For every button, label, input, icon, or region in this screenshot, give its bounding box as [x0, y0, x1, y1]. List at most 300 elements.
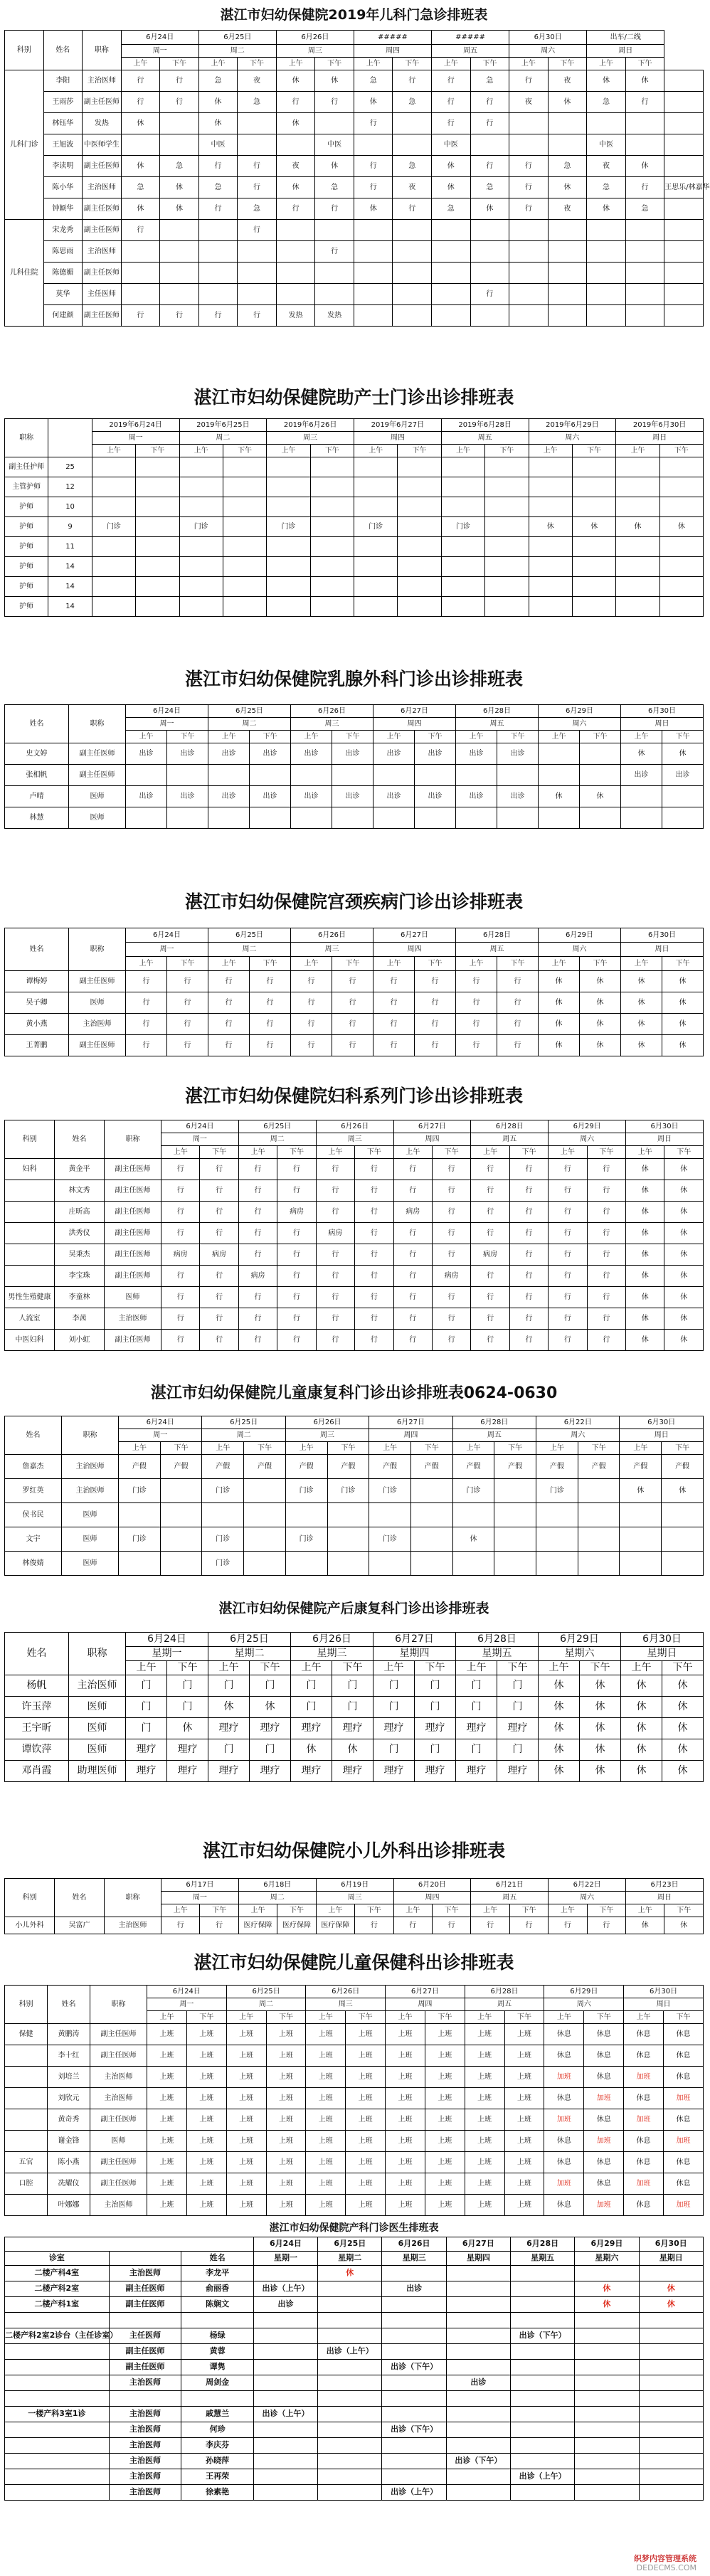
date-header: 6月30日 — [621, 928, 704, 943]
schedule-cell: 副主任医师 — [105, 1266, 161, 1287]
schedule-cell: 休 — [548, 92, 587, 113]
schedule-cell: 俞丽香 — [181, 2281, 254, 2296]
schedule-cell: 行 — [471, 1308, 509, 1330]
table-row — [5, 1014, 704, 1035]
schedule-cell — [497, 765, 539, 786]
schedule-cell — [509, 220, 549, 241]
schedule-cell: 杨绿 — [181, 2328, 254, 2343]
schedule-cell — [276, 134, 315, 156]
schedule-cell — [253, 2375, 317, 2390]
schedule-cell: 护师 — [5, 557, 48, 577]
schedule-cell — [494, 1527, 536, 1552]
schedule-cell — [223, 457, 266, 477]
ampm-header: 下午 — [315, 58, 354, 70]
schedule-cell: 行 — [355, 1266, 393, 1287]
schedule-cell: 行 — [471, 1202, 509, 1223]
ampm-header: 下午 — [587, 1904, 625, 1917]
schedule-cell: 休息 — [544, 2131, 584, 2152]
schedule-cell — [536, 1552, 578, 1576]
schedule-cell: 门诊 — [536, 1479, 578, 1503]
schedule-cell: 林钰华 — [43, 113, 83, 134]
schedule-cell: 副主任护师 — [5, 457, 48, 477]
schedule-cell — [432, 305, 471, 327]
schedule-cell — [244, 1552, 286, 1576]
schedule-cell — [318, 2437, 382, 2453]
schedule-cell — [398, 557, 441, 577]
schedule-cell: 上班 — [386, 2109, 425, 2131]
schedule-cell: 休 — [167, 1718, 208, 1739]
schedule-cell: 休息 — [584, 2067, 624, 2088]
schedule-cell: 行 — [509, 1266, 548, 1287]
schedule-cell — [639, 2359, 703, 2375]
schedule-cell — [664, 156, 704, 177]
schedule-cell: 上班 — [186, 2173, 226, 2195]
schedule-cell — [253, 2484, 317, 2500]
table-row — [5, 2109, 704, 2131]
weekday-header: 周二 — [208, 943, 291, 957]
schedule-cell — [456, 765, 497, 786]
schedule-cell: 行 — [161, 1180, 200, 1202]
schedule-cell: 副主任医师 — [105, 1223, 161, 1244]
table-row — [5, 743, 704, 765]
schedule-cell: 行 — [200, 1159, 238, 1180]
schedule-cell: 副主任医师 — [105, 1180, 161, 1202]
schedule-cell — [639, 2453, 703, 2469]
schedule-cell: 休 — [572, 517, 615, 537]
table-row — [5, 1552, 704, 1576]
schedule-cell: 行 — [238, 156, 277, 177]
weekday-header: 周一 — [119, 1429, 202, 1442]
date-header: 6月24日 — [161, 1120, 239, 1133]
column-header: 职称 — [62, 1416, 119, 1455]
schedule-cell: 黄奇秀 — [48, 2109, 90, 2131]
table-row — [5, 1879, 704, 1892]
date-header: 6月27日 — [373, 1633, 456, 1647]
schedule-cell: 休 — [626, 1159, 664, 1180]
schedule-cell: 休 — [432, 177, 471, 198]
schedule-cell — [393, 284, 432, 305]
schedule-cell: 理疗 — [291, 1718, 332, 1739]
schedule-cell: 行 — [471, 1330, 509, 1351]
schedule-cell — [446, 2296, 510, 2312]
schedule-cell — [575, 2422, 639, 2437]
table-row — [5, 432, 704, 445]
schedule-cell: 加班 — [544, 2067, 584, 2088]
schedule-cell: 休 — [664, 1244, 704, 1266]
schedule-cell — [310, 577, 354, 597]
ampm-header: 上午 — [306, 2011, 346, 2024]
schedule-cell: 休 — [664, 1330, 704, 1351]
schedule-cell: 理疗 — [415, 1718, 456, 1739]
ampm-header: 上午 — [179, 445, 223, 457]
schedule-cell: 副主任医师 — [90, 2045, 147, 2067]
table-row — [5, 2173, 704, 2195]
pediatric-surgery-schedule — [4, 1824, 704, 1941]
date-header: 6月17日 — [161, 1879, 239, 1892]
ampm-header: 上午 — [441, 445, 484, 457]
column-header: 姓名 — [55, 1120, 105, 1159]
schedule-cell — [625, 241, 664, 263]
schedule-cell: 冼耀仪 — [48, 2173, 90, 2195]
schedule-cell: 上班 — [425, 2195, 465, 2216]
schedule-cell — [179, 597, 223, 617]
date-header: 6月26日 — [291, 1633, 373, 1647]
ampm-header: 上午 — [147, 2011, 187, 2024]
schedule-cell: 出诊 — [497, 743, 539, 765]
weekday-header: 周日 — [616, 432, 704, 445]
schedule-cell: 行 — [355, 1330, 393, 1351]
schedule-cell: 谭梅婷 — [5, 971, 69, 992]
schedule-cell — [575, 2484, 639, 2500]
schedule-cell: 一楼产科3室1诊 — [5, 2406, 110, 2422]
schedule-cell: 行 — [238, 1287, 277, 1308]
schedule-cell — [238, 134, 277, 156]
schedule-cell: 上班 — [266, 2045, 306, 2067]
schedule-cell: 行 — [549, 1266, 587, 1287]
weekday-header: 星期一 — [253, 2251, 317, 2265]
schedule-cell — [639, 2375, 703, 2390]
schedule-cell: 上班 — [386, 2173, 425, 2195]
schedule-cell: 行 — [393, 1180, 432, 1202]
schedule-cell — [310, 557, 354, 577]
schedule-cell — [664, 305, 704, 327]
weekday-header: 星期二 — [208, 1647, 291, 1661]
schedule-cell: 上班 — [346, 2067, 386, 2088]
date-header: 6月27日 — [393, 1120, 471, 1133]
schedule-cell — [616, 557, 659, 577]
schedule-cell — [354, 134, 393, 156]
schedule-cell: 休 — [626, 1180, 664, 1202]
schedule-cell — [578, 1552, 620, 1576]
weekday-header: 星期六 — [575, 2251, 639, 2265]
section-title: 湛江市妇幼保健院产科门诊医生排班表 — [269, 2222, 439, 2234]
schedule-cell — [136, 557, 179, 577]
schedule-cell: 急 — [160, 156, 199, 177]
schedule-cell — [410, 1479, 452, 1503]
schedule-cell: 门诊 — [202, 1552, 244, 1576]
schedule-cell: 上班 — [226, 2045, 266, 2067]
schedule-cell: 上班 — [425, 2024, 465, 2045]
schedule-cell: 急 — [198, 70, 238, 92]
schedule-cell: 加班 — [663, 2088, 703, 2109]
schedule-cell: 行 — [200, 1202, 238, 1223]
schedule-cell: 行 — [315, 92, 354, 113]
ampm-header: 下午 — [167, 731, 208, 743]
schedule-cell — [659, 497, 703, 517]
schedule-cell — [318, 2453, 382, 2469]
schedule-cell: 邓肖霞 — [5, 1761, 69, 1782]
schedule-cell: 门 — [332, 1697, 373, 1718]
table-row — [5, 992, 704, 1014]
schedule-cell: 出诊 — [456, 743, 497, 765]
schedule-cell — [485, 517, 529, 537]
schedule-cell: 行 — [471, 1159, 509, 1180]
schedule-cell — [616, 497, 659, 517]
schedule-cell: 上班 — [425, 2173, 465, 2195]
schedule-cell — [398, 537, 441, 557]
schedule-cell: 行 — [121, 220, 160, 241]
date-header: 6月19日 — [316, 1879, 393, 1892]
schedule-cell: 上班 — [465, 2067, 504, 2088]
schedule-cell: 行 — [509, 1159, 548, 1180]
table-row — [5, 177, 704, 198]
ampm-header: 上午 — [121, 58, 160, 70]
weekday-header: 周五 — [465, 1998, 544, 2011]
weekday-header: 周六 — [509, 45, 587, 58]
schedule-cell: 行 — [208, 971, 250, 992]
schedule-cell: 上班 — [465, 2045, 504, 2067]
schedule-cell — [529, 597, 572, 617]
ampm-header: 上午 — [386, 2011, 425, 2024]
schedule-cell: 休 — [539, 992, 580, 1014]
schedule-cell — [354, 597, 398, 617]
schedule-cell: 副主任医师 — [90, 2152, 147, 2173]
ampm-header: 上午 — [621, 731, 662, 743]
child-health-table — [4, 1985, 704, 2216]
schedule-cell: 詹嘉杰 — [5, 1455, 62, 1479]
table-row — [5, 477, 704, 497]
weekday-header: 周四 — [354, 432, 442, 445]
schedule-cell: 休息 — [663, 2173, 703, 2195]
schedule-cell: 上班 — [186, 2045, 226, 2067]
schedule-cell — [432, 220, 471, 241]
schedule-cell: 急 — [393, 92, 432, 113]
schedule-cell: 门 — [373, 1739, 415, 1761]
weekday-header: 周五 — [452, 1429, 536, 1442]
weekday-header: 星期五 — [511, 2251, 575, 2265]
cell — [48, 419, 92, 457]
schedule-cell — [179, 537, 223, 557]
weekday-header: 周三 — [285, 1429, 369, 1442]
column-header: 职称 — [105, 1120, 161, 1159]
section-title: 湛江市妇幼保健院小儿外科出诊排班表 — [202, 1840, 505, 1861]
ampm-header: 下午 — [250, 1661, 291, 1675]
schedule-cell: 行 — [354, 156, 393, 177]
schedule-cell — [587, 113, 626, 134]
table-row — [5, 241, 704, 263]
schedule-cell: 门 — [456, 1739, 497, 1761]
schedule-cell — [109, 2390, 181, 2406]
schedule-cell: 急 — [470, 70, 509, 92]
schedule-cell: 行 — [509, 1244, 548, 1266]
schedule-cell: 行 — [316, 1308, 354, 1330]
schedule-cell: 行 — [373, 1014, 415, 1035]
schedule-cell: 行 — [549, 1180, 587, 1202]
schedule-cell — [625, 113, 664, 134]
ampm-header: 上午 — [291, 957, 332, 971]
schedule-cell: 行 — [355, 1308, 393, 1330]
schedule-cell: 行 — [497, 1035, 539, 1056]
column-header: 姓名 — [48, 1986, 90, 2024]
weekday-header: 周三 — [291, 718, 373, 731]
schedule-cell: 行 — [393, 70, 432, 92]
schedule-cell — [126, 807, 167, 829]
schedule-cell — [572, 457, 615, 477]
weekday-header: 星期五 — [456, 1647, 539, 1661]
schedule-cell: 休 — [250, 1697, 291, 1718]
schedule-cell: 门 — [250, 1739, 291, 1761]
ampm-header: 下午 — [662, 731, 704, 743]
schedule-cell — [332, 765, 373, 786]
schedule-cell: 休 — [580, 786, 621, 807]
date-header: 6月29日 — [549, 1120, 626, 1133]
schedule-cell — [446, 2328, 510, 2343]
schedule-cell: 休 — [539, 1718, 580, 1739]
schedule-cell: 休 — [587, 198, 626, 220]
schedule-cell: 休 — [432, 156, 471, 177]
weekday-header: 周六 — [529, 432, 616, 445]
date-header: 6月24日 — [126, 1633, 208, 1647]
weekday-header: 周二 — [238, 1133, 316, 1146]
schedule-cell: 护师 — [5, 517, 48, 537]
date-header: 6月30日 — [621, 1633, 704, 1647]
schedule-cell — [327, 1503, 369, 1527]
schedule-cell — [244, 1503, 286, 1527]
schedule-cell: 门 — [497, 1697, 539, 1718]
schedule-cell: 门 — [373, 1697, 415, 1718]
schedule-cell — [410, 1527, 452, 1552]
schedule-cell — [315, 284, 354, 305]
schedule-cell: 上班 — [425, 2152, 465, 2173]
schedule-cell — [659, 477, 703, 497]
date-header: 6月25日 — [208, 705, 291, 718]
schedule-cell: 行 — [316, 1287, 354, 1308]
schedule-cell: 行 — [393, 1266, 432, 1287]
date-header: 6月27日 — [369, 1416, 452, 1429]
date-header: 6月27日 — [373, 705, 456, 718]
date-header: 2019年6月29日 — [529, 419, 616, 432]
schedule-cell: 休 — [160, 198, 199, 220]
schedule-cell: 休 — [626, 1223, 664, 1244]
weekday-header: 周六 — [549, 1892, 626, 1904]
table-row — [5, 1266, 704, 1287]
schedule-cell: 王旭波 — [43, 134, 83, 156]
schedule-cell — [267, 457, 310, 477]
schedule-cell: 休息 — [663, 2109, 703, 2131]
schedule-cell: 医师 — [105, 1287, 161, 1308]
schedule-cell: 理疗 — [291, 1761, 332, 1782]
schedule-cell: 王思乐/林嘉华 — [664, 177, 704, 198]
schedule-cell: 出诊 — [126, 786, 167, 807]
schedule-cell — [664, 284, 704, 305]
column-header: 姓名 — [55, 1879, 105, 1917]
schedule-cell: 行 — [355, 1223, 393, 1244]
schedule-cell: 洪秀仪 — [55, 1223, 105, 1244]
midwife-table — [4, 418, 704, 617]
schedule-cell — [285, 1503, 327, 1527]
schedule-cell: 主治医师 — [83, 70, 122, 92]
schedule-cell: 行 — [291, 992, 332, 1014]
schedule-cell: 行 — [126, 1014, 167, 1035]
date-header: 6月29日 — [539, 928, 621, 943]
schedule-cell — [432, 263, 471, 284]
schedule-cell: 护师 — [5, 577, 48, 597]
schedule-cell: 休 — [539, 1761, 580, 1782]
schedule-cell: 门 — [208, 1675, 250, 1697]
schedule-cell: 叶娜娜 — [48, 2195, 90, 2216]
ampm-header: 下午 — [200, 1146, 238, 1159]
schedule-cell — [639, 2406, 703, 2422]
schedule-cell: 出诊 — [208, 743, 250, 765]
date-header: 出车/二线 — [587, 31, 664, 45]
schedule-cell: 休 — [291, 1739, 332, 1761]
schedule-cell — [382, 2328, 446, 2343]
schedule-cell: 行 — [509, 177, 549, 198]
pediatric-table — [4, 30, 710, 327]
weekday-header: 周六 — [536, 1429, 620, 1442]
schedule-cell: 行 — [161, 1266, 200, 1287]
schedule-cell: 上班 — [465, 2131, 504, 2152]
schedule-cell: 休 — [276, 113, 315, 134]
schedule-cell: 门 — [332, 1675, 373, 1697]
schedule-cell — [511, 2296, 575, 2312]
schedule-cell: 加班 — [544, 2109, 584, 2131]
schedule-cell: 休息 — [624, 2088, 664, 2109]
ampm-header: 下午 — [223, 445, 266, 457]
schedule-cell: 副主任医师 — [69, 1035, 126, 1056]
schedule-cell: 谢金锋 — [48, 2131, 90, 2152]
schedule-cell: 行 — [238, 305, 277, 327]
schedule-cell: 出诊 — [167, 786, 208, 807]
schedule-cell: 理疗 — [250, 1718, 291, 1739]
schedule-cell: 出诊 — [373, 743, 415, 765]
schedule-cell: 上班 — [465, 2173, 504, 2195]
weekday-header: 周三 — [316, 1892, 393, 1904]
schedule-cell: 上班 — [386, 2088, 425, 2109]
ampm-header: 上午 — [316, 1146, 354, 1159]
schedule-cell: 出诊 — [291, 786, 332, 807]
weekday-header: 周日 — [587, 45, 664, 58]
schedule-cell: 行 — [373, 971, 415, 992]
schedule-cell — [238, 113, 277, 134]
schedule-cell: 行 — [277, 1159, 316, 1180]
schedule-cell — [223, 577, 266, 597]
schedule-cell — [160, 284, 199, 305]
schedule-cell: 行 — [587, 1223, 625, 1244]
schedule-cell — [332, 807, 373, 829]
table-row — [5, 2281, 704, 2296]
ampm-header: 下午 — [393, 58, 432, 70]
schedule-cell — [659, 457, 703, 477]
schedule-cell: 门 — [126, 1697, 167, 1718]
schedule-cell: 二楼产科2室2诊台（主任诊室） — [5, 2328, 110, 2343]
schedule-cell — [136, 517, 179, 537]
schedule-cell — [244, 1479, 286, 1503]
schedule-cell: 发热 — [315, 305, 354, 327]
schedule-cell: 文宇 — [5, 1527, 62, 1552]
schedule-cell — [121, 284, 160, 305]
schedule-cell: 14 — [48, 557, 92, 577]
schedule-cell: 上班 — [465, 2152, 504, 2173]
schedule-cell: 行 — [432, 92, 471, 113]
schedule-cell: 上班 — [346, 2152, 386, 2173]
weekday-header: 周二 — [238, 1892, 316, 1904]
column-header: 职称 — [69, 705, 126, 743]
schedule-cell: 急 — [354, 70, 393, 92]
schedule-cell: 休 — [662, 992, 704, 1014]
schedule-cell — [625, 284, 664, 305]
table-row — [5, 263, 704, 284]
schedule-cell: 出诊（下午） — [446, 2453, 510, 2469]
schedule-cell: 行 — [587, 1266, 625, 1287]
table-row — [5, 198, 704, 220]
schedule-cell — [5, 1266, 55, 1287]
schedule-cell: 加班 — [584, 2131, 624, 2152]
schedule-cell: 副主任医师 — [109, 2296, 181, 2312]
schedule-cell — [639, 2312, 703, 2328]
schedule-cell — [179, 497, 223, 517]
schedule-cell — [616, 537, 659, 557]
